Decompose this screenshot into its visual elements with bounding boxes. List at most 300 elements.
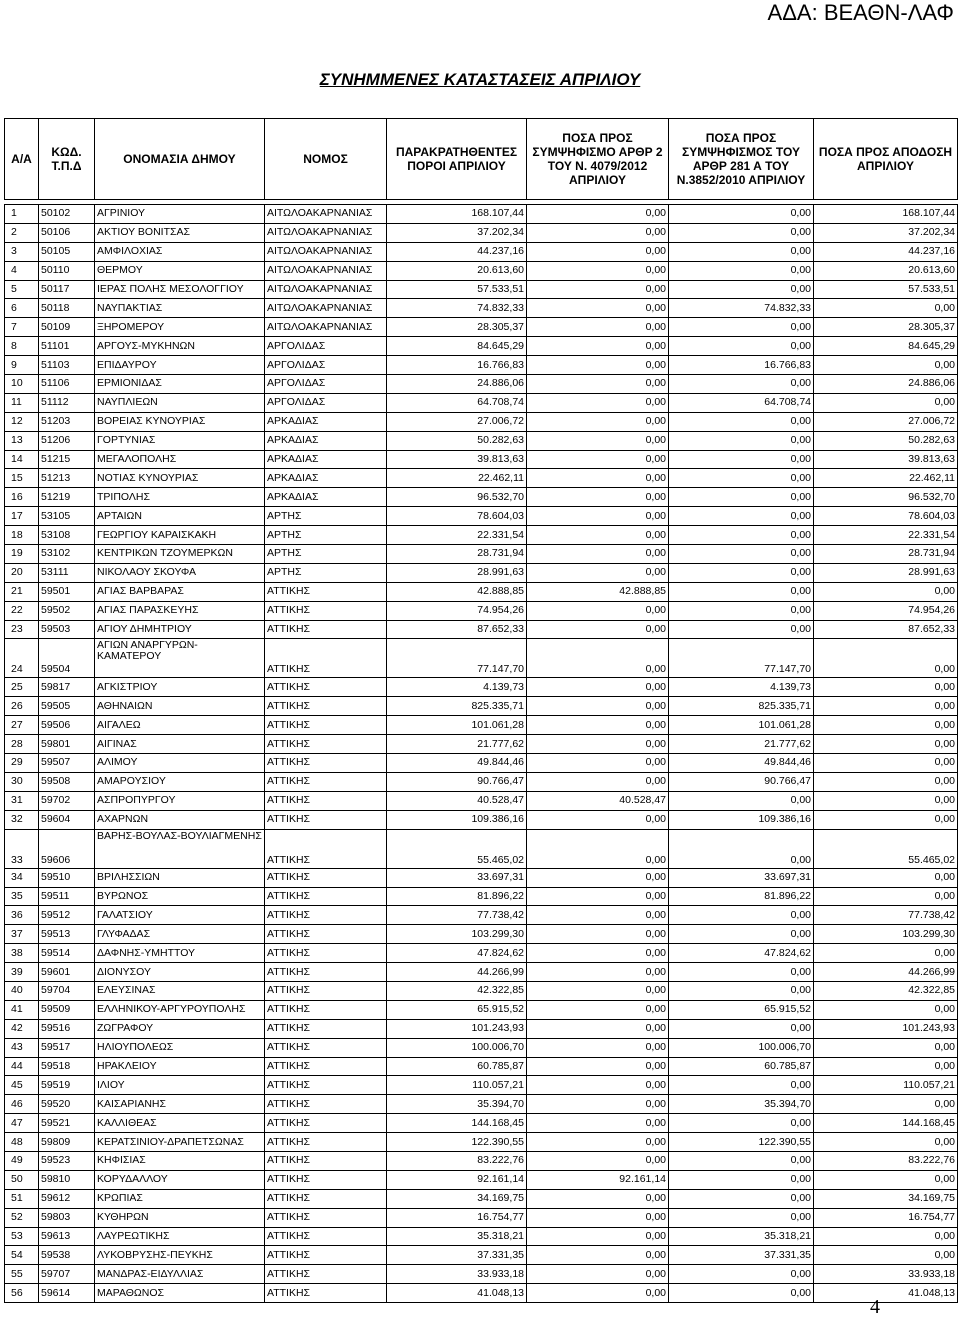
- row-parakr: 60.785,87: [387, 1057, 527, 1076]
- row-name: ΑΚΤΙΟΥ ΒΟΝΙΤΣΑΣ: [95, 223, 265, 242]
- row-name: ΑΘΗΝΑΙΩΝ: [95, 697, 265, 716]
- row-parakr: 22.331,54: [387, 526, 527, 545]
- row-nomos: ΑΤΤΙΚΗΣ: [265, 1000, 387, 1019]
- row-nomos: ΑΤΤΙΚΗΣ: [265, 772, 387, 791]
- table-row: [5, 412, 958, 431]
- row-kod: 59523: [39, 1151, 95, 1170]
- table-row: [5, 431, 958, 450]
- row-kod: 59803: [39, 1208, 95, 1227]
- row-name: ΖΩΓΡΑΦΟΥ: [95, 1019, 265, 1038]
- row-pos-4079: 0,00: [527, 356, 669, 375]
- row-nomos: ΑΙΤΩΛΟΑΚΑΡΝΑΝΙΑΣ: [265, 205, 387, 224]
- row-kod: 59505: [39, 697, 95, 716]
- row-apodosi: 0,00: [814, 393, 958, 412]
- row-kod: 51106: [39, 375, 95, 394]
- row-kod: 59518: [39, 1057, 95, 1076]
- row-apodosi: 168.107,44: [814, 205, 958, 224]
- row-pos-3852: 47.824,62: [669, 944, 814, 963]
- row-pos-3852: 0,00: [669, 223, 814, 242]
- row-nomos: ΑΙΤΩΛΟΑΚΑΡΝΑΝΙΑΣ: [265, 261, 387, 280]
- row-pos-3852: 0,00: [669, 791, 814, 810]
- row-parakr: 109.386,16: [387, 810, 527, 829]
- row-aa: 13: [5, 431, 39, 450]
- row-pos-4079: 0,00: [527, 1000, 669, 1019]
- row-parakr: 27.006,72: [387, 412, 527, 431]
- row-pos-3852: 0,00: [669, 488, 814, 507]
- row-name: ΓΛΥΦΑΔΑΣ: [95, 925, 265, 944]
- row-name: ΑΜΑΡΟΥΣΙΟΥ: [95, 772, 265, 791]
- row-nomos: ΑΡΤΗΣ: [265, 526, 387, 545]
- row-apodosi: 0,00: [814, 1000, 958, 1019]
- row-pos-3852: 0,00: [669, 1189, 814, 1208]
- row-pos-4079: 0,00: [527, 697, 669, 716]
- row-pos-4079: 0,00: [527, 469, 669, 488]
- row-apodosi: 33.933,18: [814, 1265, 958, 1284]
- row-name: ΒΟΡΕΙΑΣ ΚΥΝΟΥΡΙΑΣ: [95, 412, 265, 431]
- table-row: [5, 1265, 958, 1284]
- row-name: ΑΧΑΡΝΩΝ: [95, 810, 265, 829]
- row-pos-3852: 0,00: [669, 450, 814, 469]
- row-aa: 6: [5, 299, 39, 318]
- row-pos-3852: 33.697,31: [669, 868, 814, 887]
- row-pos-4079: 0,00: [527, 393, 669, 412]
- row-name: ΑΙΓΙΝΑΣ: [95, 735, 265, 754]
- row-name: ΚΟΡΥΔΑΛΛΟΥ: [95, 1170, 265, 1189]
- row-pos-4079: 0,00: [527, 639, 669, 678]
- row-kod: 51219: [39, 488, 95, 507]
- row-pos-4079: 0,00: [527, 488, 669, 507]
- row-pos-3852: 0,00: [669, 375, 814, 394]
- row-name: ΔΙΟΝΥΣΟΥ: [95, 963, 265, 982]
- row-kod: 59707: [39, 1265, 95, 1284]
- row-pos-3852: 101.061,28: [669, 716, 814, 735]
- table-row: [5, 735, 958, 754]
- table-row: [5, 1019, 958, 1038]
- row-pos-3852: 0,00: [669, 563, 814, 582]
- row-aa: 45: [5, 1076, 39, 1095]
- row-kod: 53108: [39, 526, 95, 545]
- row-parakr: 825.335,71: [387, 697, 527, 716]
- row-apodosi: 55.465,02: [814, 829, 958, 868]
- row-apodosi: 0,00: [814, 299, 958, 318]
- row-nomos: ΑΤΤΙΚΗΣ: [265, 1019, 387, 1038]
- row-apodosi: 78.604,03: [814, 507, 958, 526]
- row-nomos: ΑΤΤΙΚΗΣ: [265, 1284, 387, 1303]
- row-aa: 23: [5, 620, 39, 639]
- row-apodosi: 110.057,21: [814, 1076, 958, 1095]
- row-parakr: 90.766,47: [387, 772, 527, 791]
- row-name: ΕΛΕΥΣΙΝΑΣ: [95, 981, 265, 1000]
- row-parakr: 34.169,75: [387, 1189, 527, 1208]
- row-apodosi: 0,00: [814, 735, 958, 754]
- row-name: ΚΑΛΛΙΘΕΑΣ: [95, 1114, 265, 1133]
- row-pos-4079: 40.528,47: [527, 791, 669, 810]
- row-aa: 19: [5, 545, 39, 564]
- row-apodosi: 0,00: [814, 791, 958, 810]
- row-aa: 44: [5, 1057, 39, 1076]
- row-nomos: ΑΤΤΙΚΗΣ: [265, 791, 387, 810]
- row-pos-3852: 0,00: [669, 1076, 814, 1095]
- row-pos-3852: 0,00: [669, 1114, 814, 1133]
- row-apodosi: 44.266,99: [814, 963, 958, 982]
- row-aa: 43: [5, 1038, 39, 1057]
- row-nomos: ΑΙΤΩΛΟΑΚΑΡΝΑΝΙΑΣ: [265, 242, 387, 261]
- row-parakr: 21.777,62: [387, 735, 527, 754]
- row-nomos: ΑΤΤΙΚΗΣ: [265, 829, 387, 868]
- row-nomos: ΑΤΤΙΚΗΣ: [265, 754, 387, 773]
- row-apodosi: 22.462,11: [814, 469, 958, 488]
- row-aa: 33: [5, 829, 39, 868]
- row-pos-4079: 0,00: [527, 887, 669, 906]
- row-aa: 7: [5, 318, 39, 337]
- row-pos-4079: 0,00: [527, 299, 669, 318]
- row-pos-4079: 0,00: [527, 1114, 669, 1133]
- row-kod: 59502: [39, 601, 95, 620]
- row-aa: 42: [5, 1019, 39, 1038]
- row-name: ΝΑΥΠΛΙΕΩΝ: [95, 393, 265, 412]
- row-kod: 59809: [39, 1133, 95, 1152]
- row-nomos: ΑΤΤΙΚΗΣ: [265, 1151, 387, 1170]
- row-pos-3852: 825.335,71: [669, 697, 814, 716]
- table-row: [5, 1189, 958, 1208]
- table-row: [5, 1151, 958, 1170]
- row-parakr: 168.107,44: [387, 205, 527, 224]
- row-kod: 51215: [39, 450, 95, 469]
- row-pos-3852: 0,00: [669, 1019, 814, 1038]
- row-name: ΗΛΙΟΥΠΟΛΕΩΣ: [95, 1038, 265, 1057]
- row-pos-4079: 0,00: [527, 810, 669, 829]
- row-pos-3852: 0,00: [669, 620, 814, 639]
- row-nomos: ΑΤΤΙΚΗΣ: [265, 906, 387, 925]
- row-aa: 8: [5, 337, 39, 356]
- row-pos-3852: 0,00: [669, 1170, 814, 1189]
- row-parakr: 33.933,18: [387, 1265, 527, 1284]
- row-name: ΝΙΚΟΛΑΟΥ ΣΚΟΥΦΑ: [95, 563, 265, 582]
- header-nomos: ΝΟΜΟΣ: [265, 119, 387, 200]
- row-nomos: ΑΡΤΗΣ: [265, 507, 387, 526]
- header-pos-apodosi: ΠΟΣΑ ΠΡΟΣ ΑΠΟΔΟΣΗ ΑΠΡΙΛΙΟΥ: [814, 119, 958, 200]
- row-nomos: ΑΤΤΙΚΗΣ: [265, 1208, 387, 1227]
- row-parakr: 22.462,11: [387, 469, 527, 488]
- row-apodosi: 0,00: [814, 754, 958, 773]
- row-pos-3852: 60.785,87: [669, 1057, 814, 1076]
- row-parakr: 77.738,42: [387, 906, 527, 925]
- row-name: ΤΡΙΠΟΛΗΣ: [95, 488, 265, 507]
- row-parakr: 28.731,94: [387, 545, 527, 564]
- row-name: ΚΑΙΣΑΡΙΑΝΗΣ: [95, 1095, 265, 1114]
- row-nomos: ΑΤΤΙΚΗΣ: [265, 1095, 387, 1114]
- row-pos-4079: 0,00: [527, 563, 669, 582]
- table-row: [5, 1057, 958, 1076]
- row-pos-4079: 0,00: [527, 261, 669, 280]
- table-row: [5, 318, 958, 337]
- row-pos-3852: 0,00: [669, 337, 814, 356]
- row-aa: 29: [5, 754, 39, 773]
- row-pos-3852: 35.394,70: [669, 1095, 814, 1114]
- row-apodosi: 27.006,72: [814, 412, 958, 431]
- row-nomos: ΑΡΤΗΣ: [265, 545, 387, 564]
- table-row: [5, 1208, 958, 1227]
- row-apodosi: 74.954,26: [814, 601, 958, 620]
- row-kod: 51203: [39, 412, 95, 431]
- row-name: ΛΑΥΡΕΩΤΙΚΗΣ: [95, 1227, 265, 1246]
- row-pos-3852: 81.896,22: [669, 887, 814, 906]
- row-aa: 28: [5, 735, 39, 754]
- row-kod: 50118: [39, 299, 95, 318]
- row-parakr: 83.222,76: [387, 1151, 527, 1170]
- row-pos-4079: 0,00: [527, 1057, 669, 1076]
- row-parakr: 74.832,33: [387, 299, 527, 318]
- row-name: ΛΥΚΟΒΡΥΣΗΣ-ΠΕΥΚΗΣ: [95, 1246, 265, 1265]
- row-pos-4079: 0,00: [527, 1208, 669, 1227]
- row-kod: 59509: [39, 1000, 95, 1019]
- row-kod: 59521: [39, 1114, 95, 1133]
- row-pos-3852: 0,00: [669, 829, 814, 868]
- row-nomos: ΑΡΚΑΔΙΑΣ: [265, 469, 387, 488]
- table-row: [5, 261, 958, 280]
- row-name: ΑΓΙΩΝ ΑΝΑΡΓΥΡΩΝ-ΚΑΜΑΤΕΡΟΥ: [95, 639, 265, 678]
- row-nomos: ΑΙΤΩΛΟΑΚΑΡΝΑΝΙΑΣ: [265, 280, 387, 299]
- row-aa: 50: [5, 1170, 39, 1189]
- table-row: [5, 697, 958, 716]
- row-kod: 59606: [39, 829, 95, 868]
- row-parakr: 4.139,73: [387, 678, 527, 697]
- row-pos-4079: 0,00: [527, 601, 669, 620]
- row-aa: 22: [5, 601, 39, 620]
- row-kod: 59519: [39, 1076, 95, 1095]
- header-pos-symps-4079: ΠΟΣΑ ΠΡΟΣ ΣΥΜΨΗΦΙΣΜΟ ΑΡΘΡ 2 ΤΟΥ Ν. 4079/2012 ΑΠΡΙΛΙΟΥ: [527, 119, 669, 200]
- row-kod: 59510: [39, 868, 95, 887]
- row-nomos: ΑΙΤΩΛΟΑΚΑΡΝΑΝΙΑΣ: [265, 223, 387, 242]
- row-kod: 59704: [39, 981, 95, 1000]
- table-row: [5, 868, 958, 887]
- row-name: ΑΓΚΙΣΤΡΙΟΥ: [95, 678, 265, 697]
- row-aa: 12: [5, 412, 39, 431]
- row-nomos: ΑΤΤΙΚΗΣ: [265, 1057, 387, 1076]
- row-aa: 20: [5, 563, 39, 582]
- row-parakr: 42.322,85: [387, 981, 527, 1000]
- row-apodosi: 0,00: [814, 1095, 958, 1114]
- row-apodosi: 50.282,63: [814, 431, 958, 450]
- row-nomos: ΑΤΤΙΚΗΣ: [265, 1038, 387, 1057]
- row-aa: 14: [5, 450, 39, 469]
- page-number: 4: [870, 1296, 880, 1318]
- row-kod: 59604: [39, 810, 95, 829]
- row-pos-3852: 0,00: [669, 205, 814, 224]
- table-row: [5, 1170, 958, 1189]
- row-apodosi: 0,00: [814, 639, 958, 678]
- row-name: ΙΕΡΑΣ ΠΟΛΗΣ ΜΕΣΟΛΟΓΓΙΟΥ: [95, 280, 265, 299]
- table-row: [5, 981, 958, 1000]
- row-nomos: ΑΤΤΙΚΗΣ: [265, 1170, 387, 1189]
- row-kod: 51101: [39, 337, 95, 356]
- row-nomos: ΑΤΤΙΚΗΣ: [265, 697, 387, 716]
- row-nomos: ΑΤΤΙΚΗΣ: [265, 601, 387, 620]
- row-pos-4079: 0,00: [527, 754, 669, 773]
- row-aa: 10: [5, 375, 39, 394]
- row-nomos: ΑΤΤΙΚΗΣ: [265, 1076, 387, 1095]
- row-nomos: ΑΡΓΟΛΙΔΑΣ: [265, 356, 387, 375]
- row-aa: 2: [5, 223, 39, 242]
- row-pos-4079: 0,00: [527, 337, 669, 356]
- row-pos-3852: 37.331,35: [669, 1246, 814, 1265]
- row-kod: 59817: [39, 678, 95, 697]
- row-parakr: 40.528,47: [387, 791, 527, 810]
- row-kod: 59801: [39, 735, 95, 754]
- row-parakr: 78.604,03: [387, 507, 527, 526]
- row-name: ΗΡΑΚΛΕΙΟΥ: [95, 1057, 265, 1076]
- row-pos-4079: 0,00: [527, 280, 669, 299]
- row-name: ΜΕΓΑΛΟΠΟΛΗΣ: [95, 450, 265, 469]
- row-aa: 37: [5, 925, 39, 944]
- row-parakr: 50.282,63: [387, 431, 527, 450]
- row-pos-3852: 0,00: [669, 1265, 814, 1284]
- row-apodosi: 144.168,45: [814, 1114, 958, 1133]
- table-row: [5, 205, 958, 224]
- row-kod: 53102: [39, 545, 95, 564]
- row-pos-4079: 0,00: [527, 507, 669, 526]
- row-nomos: ΑΡΚΑΔΙΑΣ: [265, 450, 387, 469]
- table-row: [5, 906, 958, 925]
- row-name: ΚΕΝΤΡΙΚΩΝ ΤΖΟΥΜΕΡΚΩΝ: [95, 545, 265, 564]
- row-kod: 50110: [39, 261, 95, 280]
- table-row: [5, 280, 958, 299]
- row-apodosi: 22.331,54: [814, 526, 958, 545]
- table-row: [5, 716, 958, 735]
- row-pos-4079: 0,00: [527, 1265, 669, 1284]
- row-name: ΔΑΦΝΗΣ-ΥΜΗΤΤΟΥ: [95, 944, 265, 963]
- table-row: [5, 337, 958, 356]
- row-pos-3852: 100.006,70: [669, 1038, 814, 1057]
- row-nomos: ΑΡΚΑΔΙΑΣ: [265, 412, 387, 431]
- row-apodosi: 96.532,70: [814, 488, 958, 507]
- row-parakr: 33.697,31: [387, 868, 527, 887]
- row-aa: 11: [5, 393, 39, 412]
- row-aa: 35: [5, 887, 39, 906]
- row-name: ΒΡΙΛΗΣΣΙΩΝ: [95, 868, 265, 887]
- row-pos-3852: 109.386,16: [669, 810, 814, 829]
- row-pos-3852: 0,00: [669, 981, 814, 1000]
- row-parakr: 74.954,26: [387, 601, 527, 620]
- row-pos-3852: 0,00: [669, 545, 814, 564]
- row-apodosi: 0,00: [814, 1170, 958, 1189]
- row-name: ΜΑΡΑΘΩΝΟΣ: [95, 1284, 265, 1303]
- row-aa: 30: [5, 772, 39, 791]
- row-apodosi: 0,00: [814, 772, 958, 791]
- row-kod: 59538: [39, 1246, 95, 1265]
- table-row: [5, 1095, 958, 1114]
- row-kod: 53105: [39, 507, 95, 526]
- row-kod: 50109: [39, 318, 95, 337]
- row-name: ΕΛΛΗΝΙΚΟΥ-ΑΡΓΥΡΟΥΠΟΛΗΣ: [95, 1000, 265, 1019]
- row-name: ΝΑΥΠΑΚΤΙΑΣ: [95, 299, 265, 318]
- row-parakr: 84.645,29: [387, 337, 527, 356]
- table-row: [5, 639, 958, 678]
- row-pos-3852: 0,00: [669, 507, 814, 526]
- table-row: [5, 620, 958, 639]
- row-aa: 34: [5, 868, 39, 887]
- row-pos-4079: 0,00: [527, 678, 669, 697]
- row-kod: 51206: [39, 431, 95, 450]
- row-kod: 59512: [39, 906, 95, 925]
- row-nomos: ΑΤΤΙΚΗΣ: [265, 735, 387, 754]
- row-apodosi: 24.886,06: [814, 375, 958, 394]
- row-pos-3852: 0,00: [669, 469, 814, 488]
- row-parakr: 144.168,45: [387, 1114, 527, 1133]
- row-kod: 59513: [39, 925, 95, 944]
- row-kod: 59514: [39, 944, 95, 963]
- row-parakr: 39.813,63: [387, 450, 527, 469]
- row-aa: 49: [5, 1151, 39, 1170]
- row-apodosi: 0,00: [814, 810, 958, 829]
- row-name: ΚΕΡΑΤΣΙΝΙΟΥ-ΔΡΑΠΕΤΣΩΝΑΣ: [95, 1133, 265, 1152]
- row-pos-4079: 0,00: [527, 205, 669, 224]
- table-row: [5, 678, 958, 697]
- table-row: [5, 1038, 958, 1057]
- table-row: [5, 563, 958, 582]
- row-nomos: ΑΤΤΙΚΗΣ: [265, 716, 387, 735]
- row-apodosi: 83.222,76: [814, 1151, 958, 1170]
- row-nomos: ΑΤΤΙΚΗΣ: [265, 1265, 387, 1284]
- row-name: ΚΡΩΠΙΑΣ: [95, 1189, 265, 1208]
- row-nomos: ΑΙΤΩΛΟΑΚΑΡΝΑΝΙΑΣ: [265, 318, 387, 337]
- row-pos-4079: 0,00: [527, 1133, 669, 1152]
- row-parakr: 64.708,74: [387, 393, 527, 412]
- row-nomos: ΑΤΤΙΚΗΣ: [265, 887, 387, 906]
- row-name: ΕΡΜΙΟΝΙΔΑΣ: [95, 375, 265, 394]
- row-kod: 50102: [39, 205, 95, 224]
- row-aa: 27: [5, 716, 39, 735]
- row-aa: 9: [5, 356, 39, 375]
- row-pos-3852: 0,00: [669, 318, 814, 337]
- row-aa: 21: [5, 582, 39, 601]
- row-nomos: ΑΤΤΙΚΗΣ: [265, 925, 387, 944]
- row-kod: 59501: [39, 582, 95, 601]
- row-apodosi: 84.645,29: [814, 337, 958, 356]
- row-pos-4079: 0,00: [527, 223, 669, 242]
- row-parakr: 47.824,62: [387, 944, 527, 963]
- row-parakr: 65.915,52: [387, 1000, 527, 1019]
- row-parakr: 55.465,02: [387, 829, 527, 868]
- row-pos-3852: 65.915,52: [669, 1000, 814, 1019]
- table-row: [5, 1076, 958, 1095]
- row-parakr: 37.202,34: [387, 223, 527, 242]
- row-parakr: 28.305,37: [387, 318, 527, 337]
- row-name: ΓΕΩΡΓΙΟΥ ΚΑΡΑΙΣΚΑΚΗ: [95, 526, 265, 545]
- row-aa: 39: [5, 963, 39, 982]
- table-row: [5, 375, 958, 394]
- row-apodosi: 0,00: [814, 678, 958, 697]
- row-pos-3852: 74.832,33: [669, 299, 814, 318]
- row-nomos: ΑΤΤΙΚΗΣ: [265, 1114, 387, 1133]
- table-row: [5, 1133, 958, 1152]
- row-apodosi: 42.322,85: [814, 981, 958, 1000]
- row-aa: 47: [5, 1114, 39, 1133]
- page-title: ΣΥΝΗΜΜΕΝΕΣ ΚΑΤΑΣΤΑΣΕΙΣ ΑΠΡΙΛΙΟΥ: [319, 70, 641, 89]
- row-aa: 16: [5, 488, 39, 507]
- row-parakr: 57.533,51: [387, 280, 527, 299]
- row-kod: 59601: [39, 963, 95, 982]
- row-pos-4079: 0,00: [527, 1095, 669, 1114]
- row-parakr: 44.266,99: [387, 963, 527, 982]
- row-pos-4079: 0,00: [527, 829, 669, 868]
- row-apodosi: 44.237,16: [814, 242, 958, 261]
- row-aa: 18: [5, 526, 39, 545]
- row-name: ΓΑΛΑΤΣΙΟΥ: [95, 906, 265, 925]
- row-kod: 59810: [39, 1170, 95, 1189]
- row-aa: 1: [5, 205, 39, 224]
- row-pos-3852: 64.708,74: [669, 393, 814, 412]
